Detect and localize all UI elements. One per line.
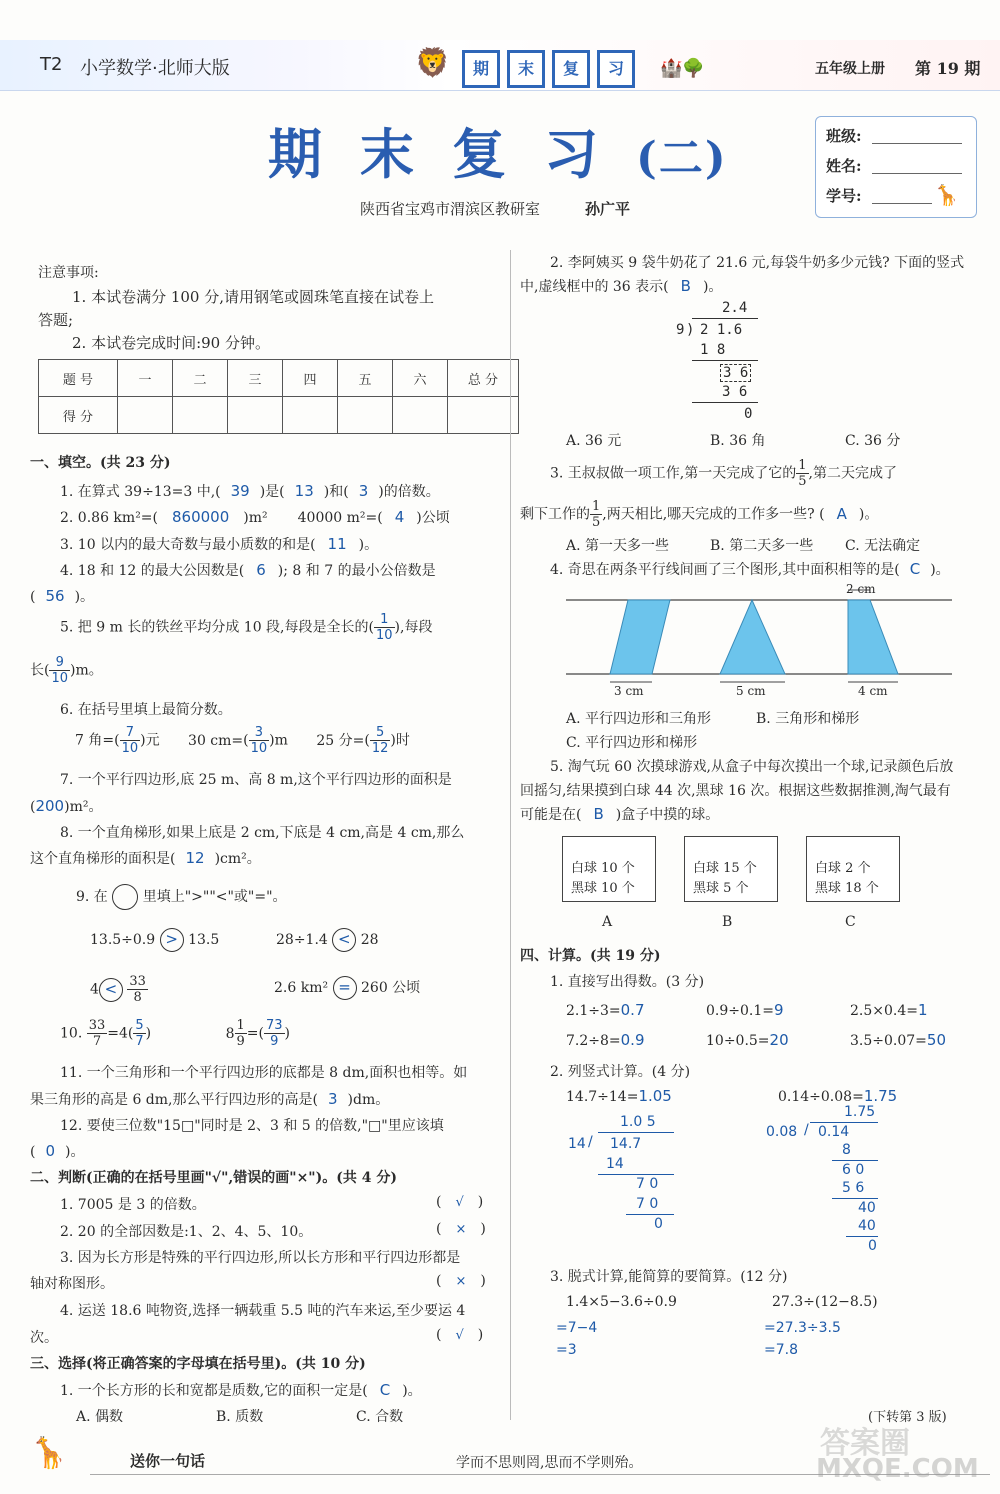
s1-q3: 3. 10 以内的最大奇数与最小质数的和是( 11 )。 <box>60 535 379 553</box>
s1-q6-answers: 7 角=( $\frac{7}{10}$ )元 30 cm=( $\frac{3}{10}$ )m 25 分=( $\frac{5}{12}$ )时 <box>75 725 410 756</box>
s2-q2-answer: ( × ) <box>436 1221 486 1237</box>
s3-q1-opt-b: B. 质数 <box>216 1409 264 1425</box>
s1-q5b: 长( $\frac{9}{10}$ )m。 <box>30 655 103 686</box>
box-a-label: A <box>602 914 613 930</box>
author-name: 孙广平 <box>585 200 631 218</box>
s3-q2b: 中,虚线框中的 36 表示( B )。 <box>520 277 723 295</box>
s1-q1: 1. 在算式 39÷13=3 中,( 39 )是( 13 )和( 3 )的倍数。 <box>60 482 440 500</box>
section-4-head: 四、计算。(共 19 分) <box>520 948 661 964</box>
expr-2-step-1: =27.3÷3.5 <box>764 1320 841 1336</box>
notice-head: 注意事项: <box>38 265 99 281</box>
box-b-label: B <box>722 914 733 930</box>
s4-q2: 2. 列竖式计算。(4 分) <box>550 1064 691 1080</box>
s1-q6: 6. 在括号里填上最简分数。 <box>60 702 232 718</box>
s2-q3b: 轴对称图形。 <box>30 1276 114 1292</box>
section-2-head: 二、判断(正确的在括号里画"√",错误的画"×")。(共 4 分) <box>30 1170 397 1186</box>
s1-q12: 12. 要使三位数"15□"同时是 2、3 和 5 的倍数,"□"里应该填 <box>60 1118 444 1134</box>
id-field[interactable] <box>872 203 932 204</box>
s1-q4b: ( 56 )。 <box>30 587 95 605</box>
author-org: 陕西省宝鸡市渭滨区教研室 <box>360 200 541 218</box>
triangle-shape <box>720 600 785 674</box>
s2-q1: 1. 7005 是 3 的倍数。 <box>60 1197 206 1213</box>
s4-q1: 1. 直接写出得数。(3 分) <box>550 974 705 990</box>
s3-q2-opt-a: A. 36 元 <box>566 433 622 449</box>
box-a: 白球 10 个 黑球 10 个 <box>562 836 656 902</box>
s1-q4: 4. 18 和 12 的最大公因数是( 6 ); 8 和 7 的最小公倍数是 <box>60 561 436 579</box>
s2-q2: 2. 20 的全部因数是:1、2、4、5、10。 <box>60 1224 313 1240</box>
giraffe-icon: 🦒 <box>30 1436 68 1471</box>
s1-q8: 8. 一个直角梯形,如果上底是 2 cm,下底是 4 cm,高是 4 cm,那么 <box>60 825 465 841</box>
s3-q2-opt-b: B. 36 角 <box>710 433 766 449</box>
s1-q11: 11. 一个三角形和一个平行四边形的底都是 8 dm,面积也相等。如 <box>60 1065 468 1081</box>
s3-q4: 4. 奇思在两条平行线间画了三个图形,其中面积相等的是( C )。 <box>550 560 950 578</box>
s3-q1-opt-c: C. 合数 <box>356 1409 404 1425</box>
label-4cm: 4 cm <box>858 684 888 698</box>
s1-q9: 9. 在 里填上">""<"或"="。 <box>76 884 287 910</box>
name-field[interactable] <box>872 173 962 174</box>
s1-q9-c4: 2.6 km² = 260 公顷 <box>274 976 420 1000</box>
box-c-label: C <box>845 914 856 930</box>
s1-q8b: 这个直角梯形的面积是( 12 )cm²。 <box>30 849 261 867</box>
s1-q2: 2. 0.86 km²=( 860000 )m² 40000 m²=( 4 )公顷 <box>60 508 450 526</box>
s1-q10: 10. $\frac{33}{7}$ =4( $\frac{5}{7}$ ) 8 $\frac{1}{9}$ =( $\frac{73}{9}$ ) <box>60 1018 290 1049</box>
student-info-box <box>815 116 977 218</box>
label-2cm: 2 cm <box>846 582 876 596</box>
notice-2: 2. 本试卷完成时间:90 分钟。 <box>72 334 270 352</box>
issue-label: 第 19 期 <box>915 59 981 78</box>
s1-q9-c3: 4 < $\frac{33}{8}$ <box>90 974 146 1005</box>
s3-q4-opt-c: C. 平行四边形和梯形 <box>566 735 698 751</box>
edition-label: T2 <box>40 54 63 75</box>
id-label: 学号: <box>826 187 862 205</box>
expr-1: 1.4×5−3.6÷0.9 <box>566 1294 677 1310</box>
trapezoid-shape <box>848 600 898 674</box>
s2-q4-answer: ( √ ) <box>436 1327 484 1343</box>
s1-q9-c1: 13.5÷0.9 > 13.5 <box>90 928 219 952</box>
box-c: 白球 2 个 黑球 18 个 <box>806 836 900 902</box>
exam-title: 期 末 复 习 (二) <box>268 122 728 186</box>
parallelogram-shape <box>610 600 670 674</box>
s3-q2: 2. 李阿姨买 9 袋牛奶花了 21.6 元,每袋牛奶多少元钱? 下面的竖式 <box>550 255 965 271</box>
s3-q4-opt-b: B. 三角形和梯形 <box>756 711 860 727</box>
calc-4: 7.2÷8=0.9 <box>566 1031 645 1049</box>
s3-q3: 3. 王叔叔做一项工作,第一天完成了它的 $\frac{1}{5}$ ,第二天完成了 <box>550 458 897 489</box>
s1-q7b: (200)m²。 <box>30 797 103 815</box>
q2-long-division: 2.4 9 ) 2 1.6 1 8 3 6 3 6 0 <box>676 298 766 428</box>
calc-6: 3.5÷0.07=50 <box>850 1031 946 1049</box>
s3-q5b: 回摇匀,结果摸到白球 44 次,黑球 16 次。根据这些数据推测,淘气最有 <box>520 783 951 799</box>
notice-1b: 答题; <box>38 311 74 329</box>
subject-label: 小学数学·北师大版 <box>80 58 230 79</box>
expr-1-step-2: =3 <box>556 1342 577 1358</box>
header-tile-2: 末 <box>507 50 545 88</box>
calc-5: 10÷0.5=20 <box>706 1031 789 1049</box>
section-1-head: 一、填空。(共 23 分) <box>30 455 171 471</box>
castle-icon: 🏰🌳 <box>660 58 705 79</box>
s3-q5: 5. 淘气玩 60 次摸球游戏,从盒子中每次摸出一个球,记录颜色后放 <box>550 759 954 775</box>
long-division-1: 1.0 5 14 / 14.7 14 7 0 7 0 0 <box>566 1112 676 1242</box>
vertical-calc-1: 14.7÷14=1.05 <box>566 1087 672 1105</box>
s1-q11b: 果三角形的高是 6 dm,那么平行四边形的高是( 3 )dm。 <box>30 1090 390 1108</box>
notice-1: 1. 本试卷满分 100 分,请用钢笔或圆珠笔直接在试卷上 <box>72 288 435 306</box>
s2-q4: 4. 运送 18.6 吨物资,选择一辆载重 5.5 吨的汽车来运,至少要运 4 <box>60 1303 466 1319</box>
vertical-calc-2: 0.14÷0.08=1.75 <box>778 1087 898 1105</box>
grade-label: 五年级上册 <box>815 61 885 77</box>
class-label: 班级: <box>826 127 862 145</box>
s1-q7: 7. 一个平行四边形,底 25 m、高 8 m,这个平行四边形的面积是 <box>60 772 452 788</box>
expr-2-step-2: =7.8 <box>764 1342 798 1358</box>
footer-caption: 送你一句话 <box>130 1452 206 1470</box>
page-header <box>0 40 1000 91</box>
s3-q1: 1. 一个长方形的长和宽都是质数,它的面积一定是( C )。 <box>60 1381 422 1399</box>
s2-q3: 3. 因为长方形是特殊的平行四边形,所以长方形和平行四边形都是 <box>60 1250 461 1266</box>
calc-1: 2.1÷3=0.7 <box>566 1001 645 1019</box>
box-b: 白球 15 个 黑球 5 个 <box>684 836 778 902</box>
s3-q2-opt-c: C. 36 分 <box>845 433 901 449</box>
s3-q3-opt-a: A. 第一天多一些 <box>566 538 670 554</box>
s1-q9-c2: 28÷1.4 < 28 <box>276 928 379 952</box>
s2-q4b: 次。 <box>30 1330 58 1346</box>
header-tile-4: 习 <box>597 50 635 88</box>
label-5cm: 5 cm <box>736 684 766 698</box>
s4-q3: 3. 脱式计算,能简算的要简算。(12 分) <box>550 1269 788 1285</box>
s1-q5: 5. 把 9 m 长的铁丝平均分成 10 段,每段是全长的( $\frac{1}{10}$ ),每段 <box>60 612 433 643</box>
column-divider <box>510 250 511 1420</box>
header-tile-3: 复 <box>552 50 590 88</box>
expr-1-step-1: =7−4 <box>556 1320 598 1336</box>
footer-quote: 学而不思则罔,思而不学则殆。 <box>456 1455 643 1471</box>
header-tile-1: 期 <box>462 50 500 88</box>
class-field[interactable] <box>872 143 962 144</box>
s3-q4-opt-a: A. 平行四边形和三角形 <box>566 711 712 727</box>
calc-2: 0.9÷0.1=9 <box>706 1001 784 1019</box>
expr-2: 27.3÷(12−8.5) <box>772 1294 878 1310</box>
score-table: 题 号 一 二 三 四 五 六 总 分 得 分 <box>38 359 519 434</box>
s3-q5c: 可能是在( B )盒子中摸的球。 <box>520 805 720 823</box>
name-label: 姓名: <box>826 157 862 175</box>
section-3-head: 三、选择(将正确答案的字母填在括号里)。(共 10 分) <box>30 1356 366 1372</box>
s1-q12b: ( 0 )。 <box>30 1142 85 1160</box>
s3-q1-opt-a: A. 偶数 <box>76 1409 124 1425</box>
watermark-text: 答案圈 <box>820 1426 910 1461</box>
page-footer <box>0 1426 1000 1494</box>
blank-circle-icon <box>112 884 138 910</box>
calc-3: 2.5×0.4=1 <box>850 1001 928 1019</box>
cartoon-icon: 🦒 <box>934 183 959 207</box>
s3-q3b: 剩下工作的 $\frac{1}{5}$ ,两天相比,哪天完成的工作多一些? ( A )。 <box>520 499 879 530</box>
s2-q1-answer: ( √ ) <box>436 1194 484 1210</box>
label-3cm: 3 cm <box>614 684 644 698</box>
s3-q3-opt-c: C. 无法确定 <box>845 538 921 554</box>
continued-note: (下转第 3 版) <box>868 1410 947 1425</box>
watermark-site: MXQE.COM <box>816 1454 979 1484</box>
lion-mascot-icon: 🦁 <box>415 46 450 79</box>
s2-q3-answer: ( × ) <box>436 1273 486 1289</box>
s3-q3-opt-b: B. 第二天多一些 <box>710 538 814 554</box>
long-division-2: 1.75 0.08 / 0.14 8 6 0 5 6 40 40 0 <box>766 1104 877 1254</box>
